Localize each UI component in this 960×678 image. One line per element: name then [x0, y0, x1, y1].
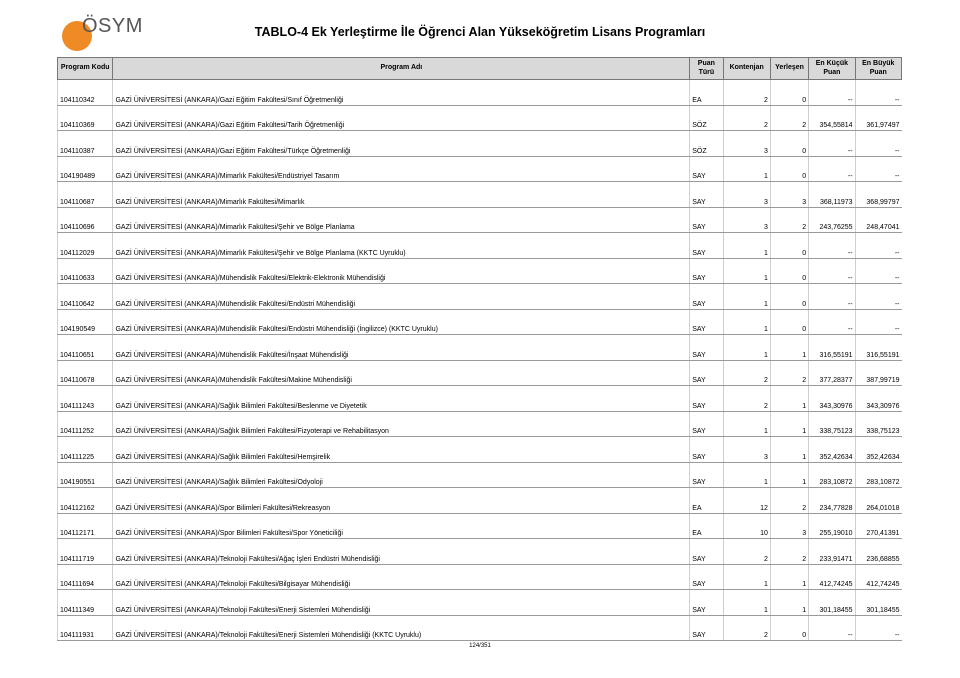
placed-cell: 1 — [770, 462, 808, 488]
table-row — [58, 156, 902, 182]
program-code-cell: 104110387 — [58, 131, 113, 157]
quota-cell: 3 — [723, 131, 770, 157]
program-name-cell: GAZİ ÜNİVERSİTESİ (ANKARA)/Mimarlık Fakültesi/Endüstriyel Tasarım — [113, 156, 690, 182]
quota-cell: 1 — [723, 309, 770, 335]
max-score-cell: 316,55191 — [855, 335, 901, 361]
max-score-cell: -- — [855, 80, 901, 106]
min-score-cell: 352,42634 — [809, 437, 855, 463]
program-name-cell: GAZİ ÜNİVERSİTESİ (ANKARA)/Sağlık Bilimleri Fakültesi/Fizyoterapi ve Rehabilitasyon — [113, 411, 690, 437]
header-max-line2: Puan — [869, 68, 887, 76]
score-type-cell: SAY — [690, 462, 723, 488]
max-score-cell: -- — [855, 615, 901, 641]
table-row — [58, 105, 902, 131]
min-score-cell: -- — [809, 284, 855, 310]
table-header-row — [58, 58, 902, 80]
min-score-cell: 243,76255 — [809, 207, 855, 233]
program-code-cell: 104111694 — [58, 564, 113, 590]
table-row — [58, 131, 902, 157]
min-score-cell: 316,55191 — [809, 335, 855, 361]
header-placed: Yerleşen — [770, 58, 808, 80]
quota-cell: 12 — [723, 488, 770, 514]
program-code-cell: 104110678 — [58, 360, 113, 386]
placed-cell: 0 — [770, 156, 808, 182]
min-score-cell: 377,28377 — [809, 360, 855, 386]
min-score-cell: -- — [809, 233, 855, 259]
placed-cell: 2 — [770, 360, 808, 386]
table-row — [58, 539, 902, 565]
max-score-cell: 270,41391 — [855, 513, 901, 539]
header-min-line1: En Küçük — [815, 59, 849, 67]
program-name-cell: GAZİ ÜNİVERSİTESİ (ANKARA)/Mimarlık Fakültesi/Mimarlık — [113, 182, 690, 208]
placed-cell: 1 — [770, 386, 808, 412]
table-row — [58, 233, 902, 259]
score-type-cell: SAY — [690, 386, 723, 412]
header-program-name: Program Adı — [113, 58, 690, 80]
max-score-cell: 343,30976 — [855, 386, 901, 412]
score-type-cell: SAY — [690, 411, 723, 437]
program-name-cell: GAZİ ÜNİVERSİTESİ (ANKARA)/Spor Bilimleri Fakültesi/Spor Yöneticiliği — [113, 513, 690, 539]
placed-cell: 0 — [770, 258, 808, 284]
header-score-type — [690, 58, 723, 80]
program-code-cell: 104112162 — [58, 488, 113, 514]
header-min-score — [809, 58, 855, 80]
score-type-cell: SAY — [690, 156, 723, 182]
placed-cell: 3 — [770, 513, 808, 539]
quota-cell: 10 — [723, 513, 770, 539]
score-type-cell: SAY — [690, 590, 723, 616]
score-type-cell: SAY — [690, 233, 723, 259]
program-code-cell: 104110696 — [58, 207, 113, 233]
score-type-cell: SAY — [690, 360, 723, 386]
program-code-cell: 104190551 — [58, 462, 113, 488]
table-row — [58, 437, 902, 463]
quota-cell: 1 — [723, 335, 770, 361]
max-score-cell: -- — [855, 284, 901, 310]
header-max-score — [855, 58, 901, 80]
min-score-cell: -- — [809, 258, 855, 284]
min-score-cell: -- — [809, 156, 855, 182]
score-type-cell: SÖZ — [690, 131, 723, 157]
program-code-cell: 104110633 — [58, 258, 113, 284]
program-code-cell: 104111243 — [58, 386, 113, 412]
table-row — [58, 513, 902, 539]
quota-cell: 3 — [723, 437, 770, 463]
max-score-cell: 387,99719 — [855, 360, 901, 386]
min-score-cell: -- — [809, 80, 855, 106]
quota-cell: 1 — [723, 233, 770, 259]
program-code-cell: 104111719 — [58, 539, 113, 565]
min-score-cell: -- — [809, 131, 855, 157]
score-type-cell: SAY — [690, 207, 723, 233]
min-score-cell: 338,75123 — [809, 411, 855, 437]
quota-cell: 1 — [723, 462, 770, 488]
program-code-cell: 104112171 — [58, 513, 113, 539]
header-min-line2: Puan — [823, 68, 841, 76]
program-name-cell: GAZİ ÜNİVERSİTESİ (ANKARA)/Gazi Eğitim Fakültesi/Tarih Öğretmenliği — [113, 105, 690, 131]
max-score-cell: 236,68855 — [855, 539, 901, 565]
score-type-cell: SAY — [690, 284, 723, 310]
programs-table — [57, 57, 902, 641]
program-name-cell: GAZİ ÜNİVERSİTESİ (ANKARA)/Mühendislik Fakültesi/Elektrik-Elektronik Mühendisliği — [113, 258, 690, 284]
program-name-cell: GAZİ ÜNİVERSİTESİ (ANKARA)/Mühendislik Fakültesi/Endüstri Mühendisliği (İngilizce) (KKTC Uyruklu) — [113, 309, 690, 335]
program-code-cell: 104110369 — [58, 105, 113, 131]
score-type-cell: EA — [690, 513, 723, 539]
max-score-cell: -- — [855, 233, 901, 259]
quota-cell: 3 — [723, 207, 770, 233]
header-score-type-line1: Puan — [697, 59, 715, 67]
program-code-cell: 104110642 — [58, 284, 113, 310]
min-score-cell: 412,74245 — [809, 564, 855, 590]
program-name-cell: GAZİ ÜNİVERSİTESİ (ANKARA)/Teknoloji Fakültesi/Enerji Sistemleri Mühendisliği — [113, 590, 690, 616]
table-body — [58, 80, 902, 641]
program-name-cell: GAZİ ÜNİVERSİTESİ (ANKARA)/Spor Bilimleri Fakültesi/Rekreasyon — [113, 488, 690, 514]
quota-cell: 2 — [723, 80, 770, 106]
max-score-cell: 338,75123 — [855, 411, 901, 437]
table-row — [58, 80, 902, 106]
min-score-cell: 234,77828 — [809, 488, 855, 514]
program-name-cell: GAZİ ÜNİVERSİTESİ (ANKARA)/Teknoloji Fakültesi/Ağaç İşleri Endüstri Mühendisliği — [113, 539, 690, 565]
quota-cell: 2 — [723, 386, 770, 412]
program-code-cell: 104190489 — [58, 156, 113, 182]
placed-cell: 1 — [770, 564, 808, 590]
placed-cell: 2 — [770, 539, 808, 565]
quota-cell: 1 — [723, 590, 770, 616]
min-score-cell: 301,18455 — [809, 590, 855, 616]
page-number: 124/351 — [469, 643, 491, 649]
program-name-cell: GAZİ ÜNİVERSİTESİ (ANKARA)/Sağlık Bilimleri Fakültesi/Odyoloji — [113, 462, 690, 488]
table-row — [58, 335, 902, 361]
program-code-cell: 104110687 — [58, 182, 113, 208]
program-name-cell: GAZİ ÜNİVERSİTESİ (ANKARA)/Mühendislik Fakültesi/İnşaat Mühendisliği — [113, 335, 690, 361]
placed-cell: 2 — [770, 488, 808, 514]
score-type-cell: SAY — [690, 615, 723, 641]
program-code-cell: 104190549 — [58, 309, 113, 335]
min-score-cell: -- — [809, 615, 855, 641]
min-score-cell: -- — [809, 309, 855, 335]
program-name-cell: GAZİ ÜNİVERSİTESİ (ANKARA)/Gazi Eğitim Fakültesi/Türkçe Öğretmenliği — [113, 131, 690, 157]
placed-cell: 0 — [770, 615, 808, 641]
quota-cell: 2 — [723, 105, 770, 131]
score-type-cell: SÖZ — [690, 105, 723, 131]
quota-cell: 2 — [723, 539, 770, 565]
program-name-cell: GAZİ ÜNİVERSİTESİ (ANKARA)/Gazi Eğitim Fakültesi/Sınıf Öğretmenliği — [113, 80, 690, 106]
max-score-cell: 361,97497 — [855, 105, 901, 131]
header-max-line1: En Büyük — [862, 59, 895, 67]
table-row — [58, 590, 902, 616]
header-quota: Kontenjan — [723, 58, 770, 80]
page-title: TABLO-4 Ek Yerleştirme İle Öğrenci Alan Yükseköğretim Lisans Programları — [254, 25, 706, 39]
program-code-cell: 104111252 — [58, 411, 113, 437]
max-score-cell: 368,99797 — [855, 182, 901, 208]
table-row — [58, 182, 902, 208]
program-name-cell: GAZİ ÜNİVERSİTESİ (ANKARA)/Teknoloji Fakültesi/Bilgisayar Mühendisliği — [113, 564, 690, 590]
table-row — [58, 386, 902, 412]
quota-cell: 1 — [723, 258, 770, 284]
max-score-cell: 248,47041 — [855, 207, 901, 233]
program-name-cell: GAZİ ÜNİVERSİTESİ (ANKARA)/Mühendislik Fakültesi/Makine Mühendisliği — [113, 360, 690, 386]
table-row — [58, 258, 902, 284]
program-name-cell: GAZİ ÜNİVERSİTESİ (ANKARA)/Sağlık Bilimleri Fakültesi/Beslenme ve Diyetetik — [113, 386, 690, 412]
program-code-cell: 104110651 — [58, 335, 113, 361]
table-row — [58, 207, 902, 233]
score-type-cell: SAY — [690, 182, 723, 208]
program-name-cell: GAZİ ÜNİVERSİTESİ (ANKARA)/Sağlık Bilimleri Fakültesi/Hemşirelik — [113, 437, 690, 463]
program-code-cell: 104112029 — [58, 233, 113, 259]
placed-cell: 1 — [770, 411, 808, 437]
placed-cell: 0 — [770, 80, 808, 106]
quota-cell: 1 — [723, 564, 770, 590]
placed-cell: 1 — [770, 437, 808, 463]
min-score-cell: 368,11973 — [809, 182, 855, 208]
score-type-cell: SAY — [690, 539, 723, 565]
header-program-code: Program Kodu — [58, 58, 113, 80]
quota-cell: 3 — [723, 182, 770, 208]
program-code-cell: 104110342 — [58, 80, 113, 106]
score-type-cell: EA — [690, 80, 723, 106]
score-type-cell: SAY — [690, 437, 723, 463]
placed-cell: 1 — [770, 590, 808, 616]
placed-cell: 2 — [770, 207, 808, 233]
quota-cell: 2 — [723, 615, 770, 641]
max-score-cell: 283,10872 — [855, 462, 901, 488]
placed-cell: 0 — [770, 233, 808, 259]
table-row — [58, 615, 902, 641]
table-row — [58, 462, 902, 488]
max-score-cell: 301,18455 — [855, 590, 901, 616]
score-type-cell: SAY — [690, 564, 723, 590]
score-type-cell: SAY — [690, 309, 723, 335]
table-row — [58, 564, 902, 590]
placed-cell: 0 — [770, 131, 808, 157]
table-row — [58, 488, 902, 514]
max-score-cell: 264,01018 — [855, 488, 901, 514]
max-score-cell: -- — [855, 131, 901, 157]
placed-cell: 0 — [770, 284, 808, 310]
program-name-cell: GAZİ ÜNİVERSİTESİ (ANKARA)/Mühendislik Fakültesi/Endüstri Mühendisliği — [113, 284, 690, 310]
max-score-cell: 352,42634 — [855, 437, 901, 463]
score-type-cell: SAY — [690, 258, 723, 284]
placed-cell: 2 — [770, 105, 808, 131]
program-name-cell: GAZİ ÜNİVERSİTESİ (ANKARA)/Mimarlık Fakültesi/Şehir ve Bölge Planlama — [113, 207, 690, 233]
max-score-cell: 412,74245 — [855, 564, 901, 590]
placed-cell: 3 — [770, 182, 808, 208]
table-row — [58, 284, 902, 310]
program-name-cell: GAZİ ÜNİVERSİTESİ (ANKARA)/Teknoloji Fakültesi/Enerji Sistemleri Mühendisliği (KKTC Uyruklu) — [113, 615, 690, 641]
min-score-cell: 233,91471 — [809, 539, 855, 565]
max-score-cell: -- — [855, 309, 901, 335]
min-score-cell: 354,55814 — [809, 105, 855, 131]
placed-cell: 0 — [770, 309, 808, 335]
quota-cell: 1 — [723, 284, 770, 310]
program-code-cell: 104111225 — [58, 437, 113, 463]
min-score-cell: 283,10872 — [809, 462, 855, 488]
score-type-cell: EA — [690, 488, 723, 514]
score-type-cell: SAY — [690, 335, 723, 361]
table-row — [58, 411, 902, 437]
quota-cell: 2 — [723, 360, 770, 386]
placed-cell: 1 — [770, 335, 808, 361]
max-score-cell: -- — [855, 156, 901, 182]
logo-text: ÖSYM — [82, 15, 143, 37]
max-score-cell: -- — [855, 258, 901, 284]
quota-cell: 1 — [723, 411, 770, 437]
min-score-cell: 255,19010 — [809, 513, 855, 539]
quota-cell: 1 — [723, 156, 770, 182]
min-score-cell: 343,30976 — [809, 386, 855, 412]
program-name-cell: GAZİ ÜNİVERSİTESİ (ANKARA)/Mimarlık Fakültesi/Şehir ve Bölge Planlama (KKTC Uyruklu) — [113, 233, 690, 259]
program-code-cell: 104111349 — [58, 590, 113, 616]
table-row — [58, 360, 902, 386]
header-score-type-line2: Türü — [698, 68, 715, 76]
program-code-cell: 104111931 — [58, 615, 113, 641]
table-row — [58, 309, 902, 335]
